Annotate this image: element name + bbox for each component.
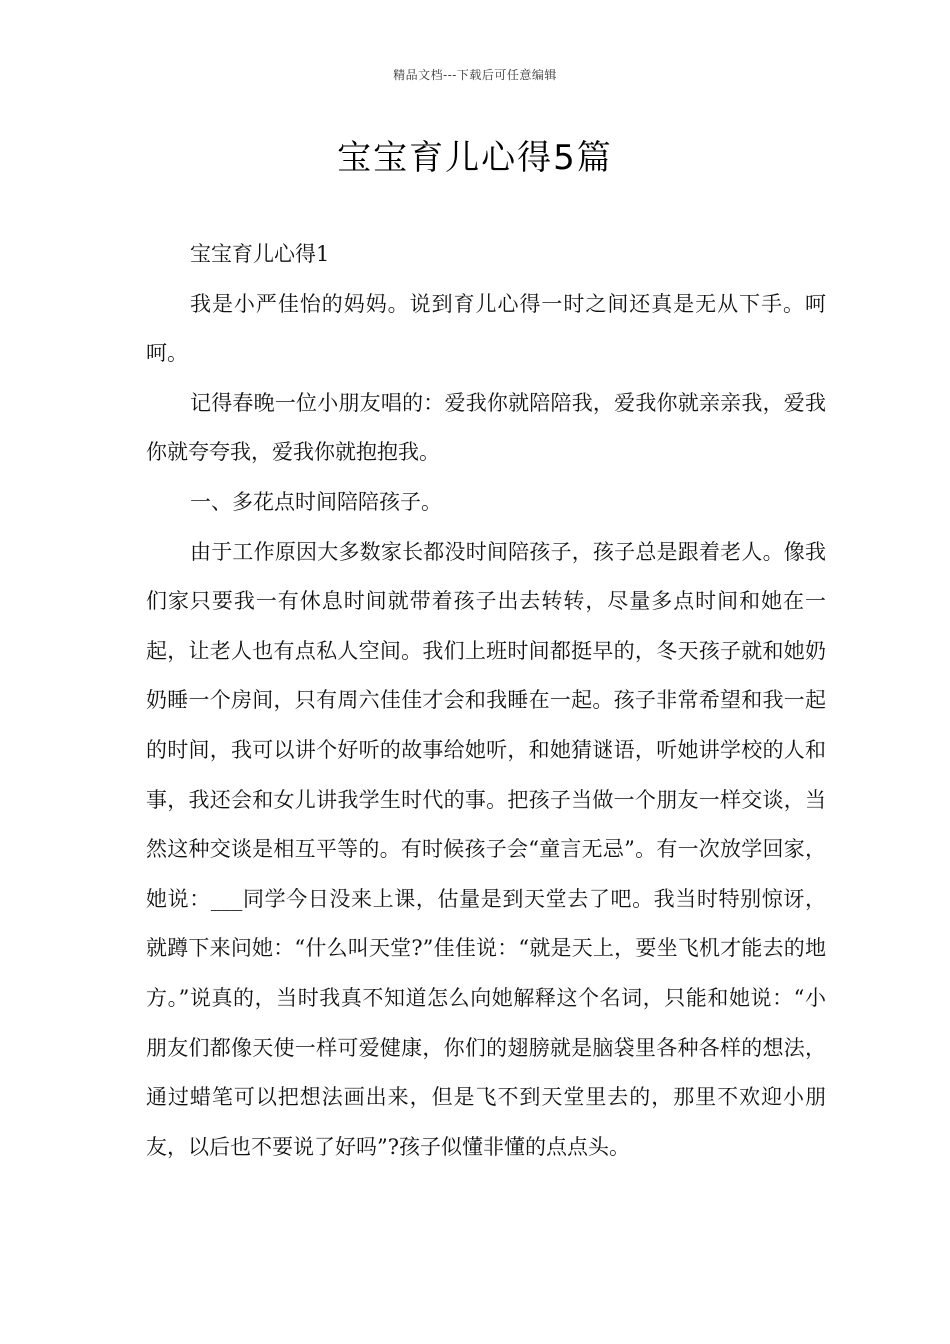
paragraph: 由于工作原因大多数家长都没时间陪孩子，孩子总是跟着老人。像我们家只要我一有休息时间就带着孩子出去转转，尽量多点时间和她在一起，让老人也有点私人空间。我们上班时间都挺早的，冬天孩子就和她奶奶睡一个房间，只有周六佳佳才会和我睡在一起。孩子非常希望和我一起的时间，我可以讲个好听的故事给她听，和她猜谜语，听她讲学校的人和事，我还会和女儿讲我学生时代的事。把孩子当做一个朋友一样交谈，当然这种交谈是相互平等的。有时候孩子会“童言无忌”。有一次放学回家，她说：___同学今日没来上课，估量是到天堂去了吧。我当时特别惊讶，就蹲下来问她：“什么叫天堂?”佳佳说：“就是天上，要坐飞机才能去的地方。”说真的，当时我真不知道怎么向她解释这个名词，只能和她说：“小朋友们都像天使一样可爱健康，你们的翅膀就是脑袋里各种各样的想法，通过蜡笔可以把想法画出来，但是飞不到天堂里去的，那里不欢迎小朋友，以后也不要说了好吗”?孩子似懂非懂的点点头。 [146,539,826,1159]
subsection-heading: 一、多花点时间陪陪孩子。 [190,489,442,514]
document-title: 宝宝育儿心得5篇 [337,138,613,178]
header-note: 精品文档---下载后可任意编辑 [393,68,557,82]
paragraph: 记得春晚一位小朋友唱的：爱我你就陪陪我，爱我你就亲亲我，爱我你就夸夸我，爱我你就抱抱我。 [146,390,826,465]
document-body [146,230,826,1172]
paragraph: 我是小严佳怡的妈妈。说到育儿心得一时之间还真是无从下手。呵呵。 [146,291,826,366]
section-heading: 宝宝育儿心得1 [190,242,330,266]
